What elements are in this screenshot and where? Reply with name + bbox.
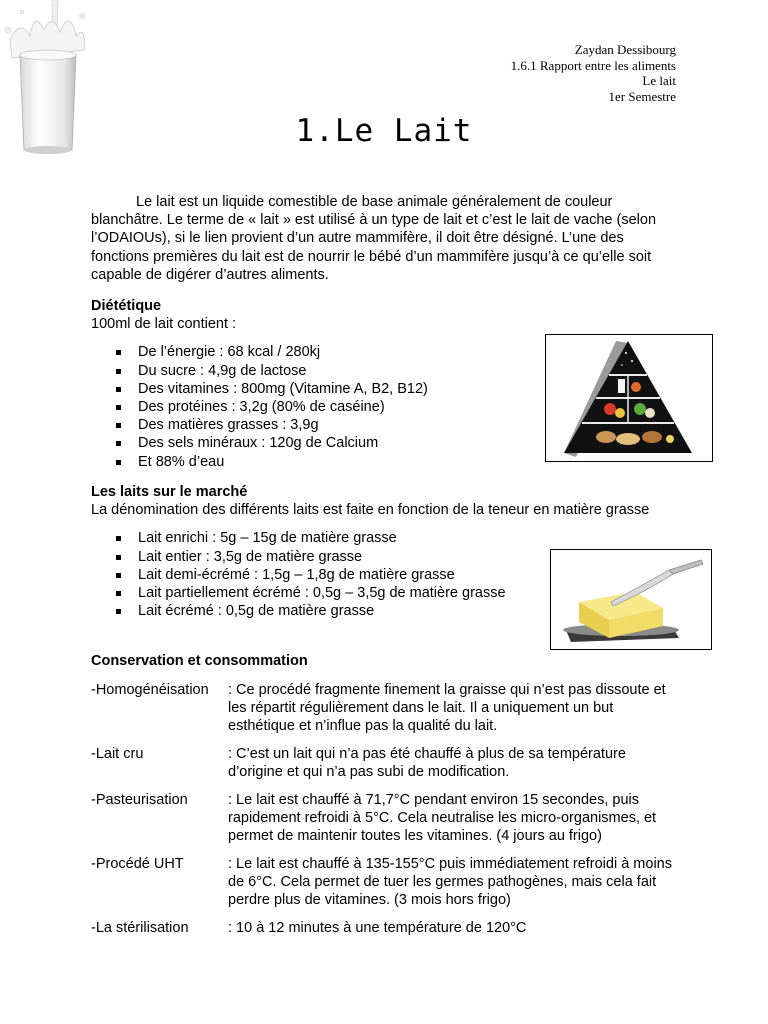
food-pyramid-image bbox=[545, 334, 713, 462]
list-item: Des vitamines : 800mg (Vitamine A, B2, B12) bbox=[91, 380, 671, 398]
semester-label: 1er Semestre bbox=[608, 88, 676, 104]
definition-text: : Le lait est chauffé à 71,7°C pendant environ 15 secondes, puis rapidement refroidi à 5°C. Cela neutralise les micro-organismes, et permet de maintenir toutes les vitamines. (4 jours au frigo) bbox=[228, 792, 657, 845]
list-item: Des protéines : 3,2g (80% de caséine) bbox=[91, 398, 671, 416]
list-item: Lait entier : 3,5g de matière grasse bbox=[91, 548, 671, 566]
food-pyramid-illustration bbox=[546, 335, 712, 461]
list-item: Des matières grasses : 3,9g bbox=[91, 416, 671, 434]
conservation-heading: Conservation et consommation bbox=[91, 653, 308, 669]
definition-term: -Procédé UHT bbox=[91, 856, 184, 872]
conservation-section bbox=[91, 652, 671, 670]
dietetique-heading: Diététique bbox=[91, 298, 162, 314]
definition-term: -Homogénéisation bbox=[91, 682, 209, 698]
butter-image bbox=[550, 549, 712, 650]
list-item: Lait enrichi : 5g – 15g de matière grasse bbox=[91, 529, 671, 547]
marche-lead: La dénomination des différents laits est faite en fonction de la teneur en matière grasse bbox=[91, 502, 650, 519]
definition-text: : Le lait est chauffé à 135-155°C puis immédiatement refroidi à moins de 6°C. Cela permet de tuer les germes pathogènes, mais cela fait perdre plus de vitamines. (3 mois hors frigo) bbox=[228, 856, 672, 909]
list-item: Des sels minéraux : 120g de Calcium bbox=[91, 434, 671, 452]
chapter-ref: 1.6.1 Rapport entre les aliments bbox=[510, 57, 676, 73]
page-title: 1.Le Lait bbox=[295, 113, 473, 149]
definition-text: : C’est un lait qui n’a pas été chauffé à plus de sa température d’origine et qui n’a pas subi de modification. bbox=[228, 746, 626, 781]
definition-text: : 10 à 12 minutes à une température de 120°C bbox=[228, 920, 527, 936]
definition-term: -Lait cru bbox=[91, 746, 144, 762]
list-item: Lait écrémé : 0,5g de matière grasse bbox=[91, 602, 671, 620]
marche-heading: Les laits sur le marché bbox=[91, 484, 248, 500]
list-item: Lait demi-écrémé : 1,5g – 1,8g de matière grasse bbox=[91, 566, 671, 584]
definition-text: : Ce procédé fragmente finement la graisse qui n’est pas dissoute et les répartit régulièrement dans le lait. Il a uniquement un but esthétique et n’influe pas la qualité du lait. bbox=[228, 682, 666, 735]
list-item: Du sucre : 4,9g de lactose bbox=[91, 362, 671, 380]
butter-illustration bbox=[551, 550, 711, 649]
list-item: Et 88% d’eau bbox=[91, 453, 671, 471]
topic-name: Le lait bbox=[642, 73, 676, 88]
intro-paragraph: Le lait est un liquide comestible de base animale généralement de couleur blanchâtre. Le terme de « lait » est utilisé à un type de lait et c’est le lait de vache (selon l’ODAIOUs), si le lien provient d’un autre mammifère, il doit être désigné. L’une des fonctions premières du lait est de nourrir le bébé d’un mammifère jusqu’à ce qu’elle soit capable de digérer d’autres aliments. bbox=[91, 194, 657, 283]
dietetique-lead: 100ml de lait contient : bbox=[91, 316, 237, 333]
document-header bbox=[511, 42, 676, 104]
definition-term: -La stérilisation bbox=[91, 920, 189, 936]
author-name: Zaydan Dessibourg bbox=[574, 42, 676, 57]
definition-term: -Pasteurisation bbox=[91, 792, 188, 808]
intro-section bbox=[91, 193, 671, 284]
list-item: De l’énergie : 68 kcal / 280kj bbox=[91, 343, 671, 361]
list-item: Lait partiellement écrémé : 0,5g – 3,5g de matière grasse bbox=[91, 584, 671, 602]
